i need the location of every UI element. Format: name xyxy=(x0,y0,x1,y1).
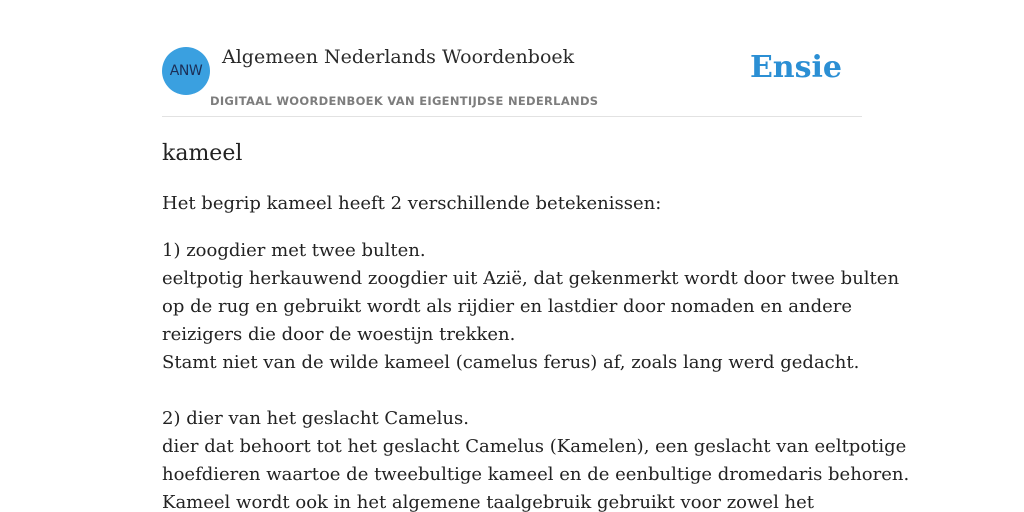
sense-1-line: eeltpotig herkauwend zoogdier uit Azië, dat gekenmerkt wordt door twee bulten xyxy=(162,268,900,289)
entry-content xyxy=(162,138,910,512)
sense-2-line: hoefdieren waartoe de tweebultige kameel en de eenbultige dromedaris behoren. xyxy=(162,464,910,485)
sense-1 xyxy=(162,237,900,377)
entry-headword: kameel xyxy=(162,141,243,166)
logo-text: ANW xyxy=(169,63,203,79)
site-title[interactable]: Algemeen Nederlands Woordenboek xyxy=(222,46,575,68)
sense-2 xyxy=(162,405,910,512)
sense-2-heading: 2) dier van het geslacht Camelus. xyxy=(162,408,469,429)
sense-1-line: reizigers die door de woestijn trekken. xyxy=(162,324,516,345)
sense-2-line: Kameel wordt ook in het algemene taalgebruik gebruikt voor zowel het xyxy=(162,492,815,512)
site-subtitle: DIGITAAL WOORDENBOEK VAN EIGENTIJDSE NEDERLANDS xyxy=(210,94,599,108)
sense-1-heading: 1) zoogdier met twee bulten. xyxy=(162,240,426,261)
anw-logo[interactable] xyxy=(162,47,210,95)
ensie-brand-link[interactable]: Ensie xyxy=(749,50,842,85)
sense-2-line: dier dat behoort tot het geslacht Camelus (Kamelen), een geslacht van eeltpotige xyxy=(162,436,907,457)
entry-intro: Het begrip kameel heeft 2 verschillende betekenissen: xyxy=(162,193,662,214)
sense-1-line: Stamt niet van de wilde kameel (camelus ferus) af, zoals lang werd gedacht. xyxy=(162,352,860,373)
site-header xyxy=(162,40,862,117)
sense-1-line: op de rug en gebruikt wordt als rijdier en lastdier door nomaden en andere xyxy=(162,296,853,317)
